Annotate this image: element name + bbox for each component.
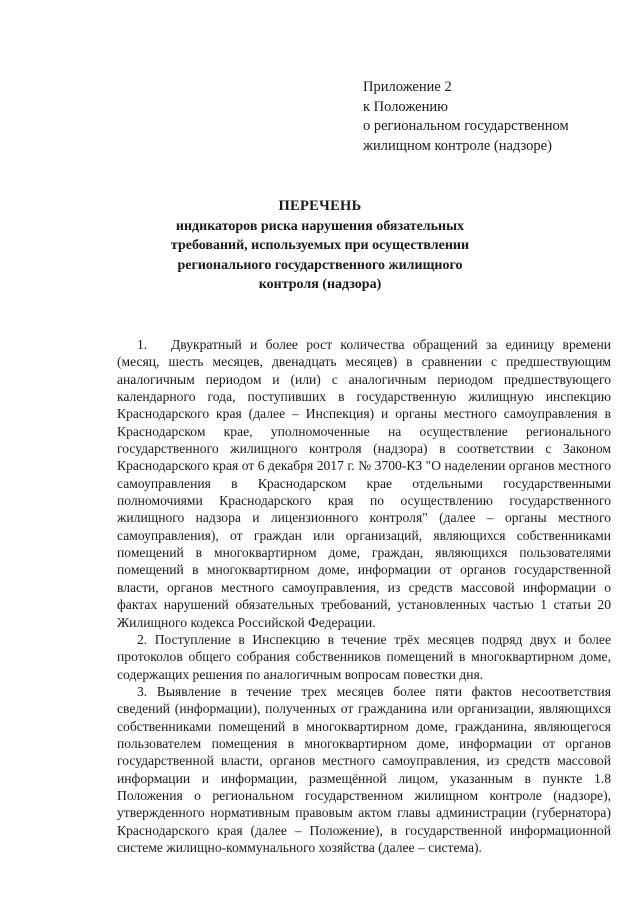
document-title [130,197,510,295]
list-item-1 [117,336,611,631]
title-line-4: контроля (надзора) [258,277,382,292]
document-body [117,336,611,856]
annex-line-3: о региональном государственном [363,118,569,134]
title-line-3: регионального государственного жилищного [177,257,463,273]
annex-header [363,78,569,156]
item-number-2: 2. [137,631,148,647]
title-line-1: индикаторов риска нарушения обязательных [175,218,465,234]
annex-line-2: к Положению [363,98,448,115]
item-text-2: Поступление в Инспекцию в течение трёх месяцев подряд двух и более протоколов общего собрания собственников помещений в многоквартирном доме, содержащих решения по аналогичным вопросам повестки дня. [117,631,611,682]
item-text-1: Двукратный и более рост количества обращений за единицу времени (месяц, шесть месяцев, двенадцать месяцев) в сравнении с предшествующим аналогичным периодом и (или) с аналогичным периодом предшествующего календарного года, поступивших в государственную жилищную инспекцию Краснодарского края (далее – Инспекция) и органы местного самоуправления в Краснодарском крае, уполномоченные на осуществление регионального государственного жилищного контроля (надзора) в соответствии с Законом Краснодарского края от 6 декабря 2017 г. № 3700-КЗ "О наделении органов местного самоуправления в Краснодарском крае отдельными государственными полномочиями Краснодарского края по осуществлению государственного жилищного надзора и лицензионного контроля" (далее – органы местного самоуправления), от граждан или организаций, являющихся собственниками помещений в многоквартирном доме, граждан, являющихся пользователями помещений в многоквартирном доме, информации от органов государственной власти, органов местного самоуправления, из средств массовой информации о фактах нарушений обязательных требований, установленных частью 1 статьи 20 Жилищного кодекса Российской Федерации. [117,337,611,630]
annex-line-4: жилищном контроле (надзоре) [363,137,552,154]
item-number-1: 1. [137,337,148,352]
title-main: ПЕРЕЧЕНЬ [278,198,362,214]
list-item-2 [117,631,611,683]
annex-line-1: Приложение 2 [363,79,452,95]
item-number-3: 3. [137,683,148,699]
item-text-3: Выявление в течение трех месяцев более пяти фактов несоответствия сведений (информации), полученных от гражданина или организации, являющихся собственниками помещений в многоквартирном доме, гражданина, являющегося пользователем помещения в многоквартирном доме, информации от органов государственной власти, органов местного самоуправления, из средств массовой информации и информации, размещённой лицом, указанным в пункте 1.8 Положения о региональном государственном жилищном контроле (надзоре), утвержденного нормативным правовым актом главы администрации (губернатора) Краснодарского края (далее – Положение), в государственной информационной системе жилищно-коммунального хозяйства (далее – система). [117,683,611,855]
list-item-3 [117,683,611,856]
title-line-2: требований, используемых при осуществлении [170,238,470,253]
